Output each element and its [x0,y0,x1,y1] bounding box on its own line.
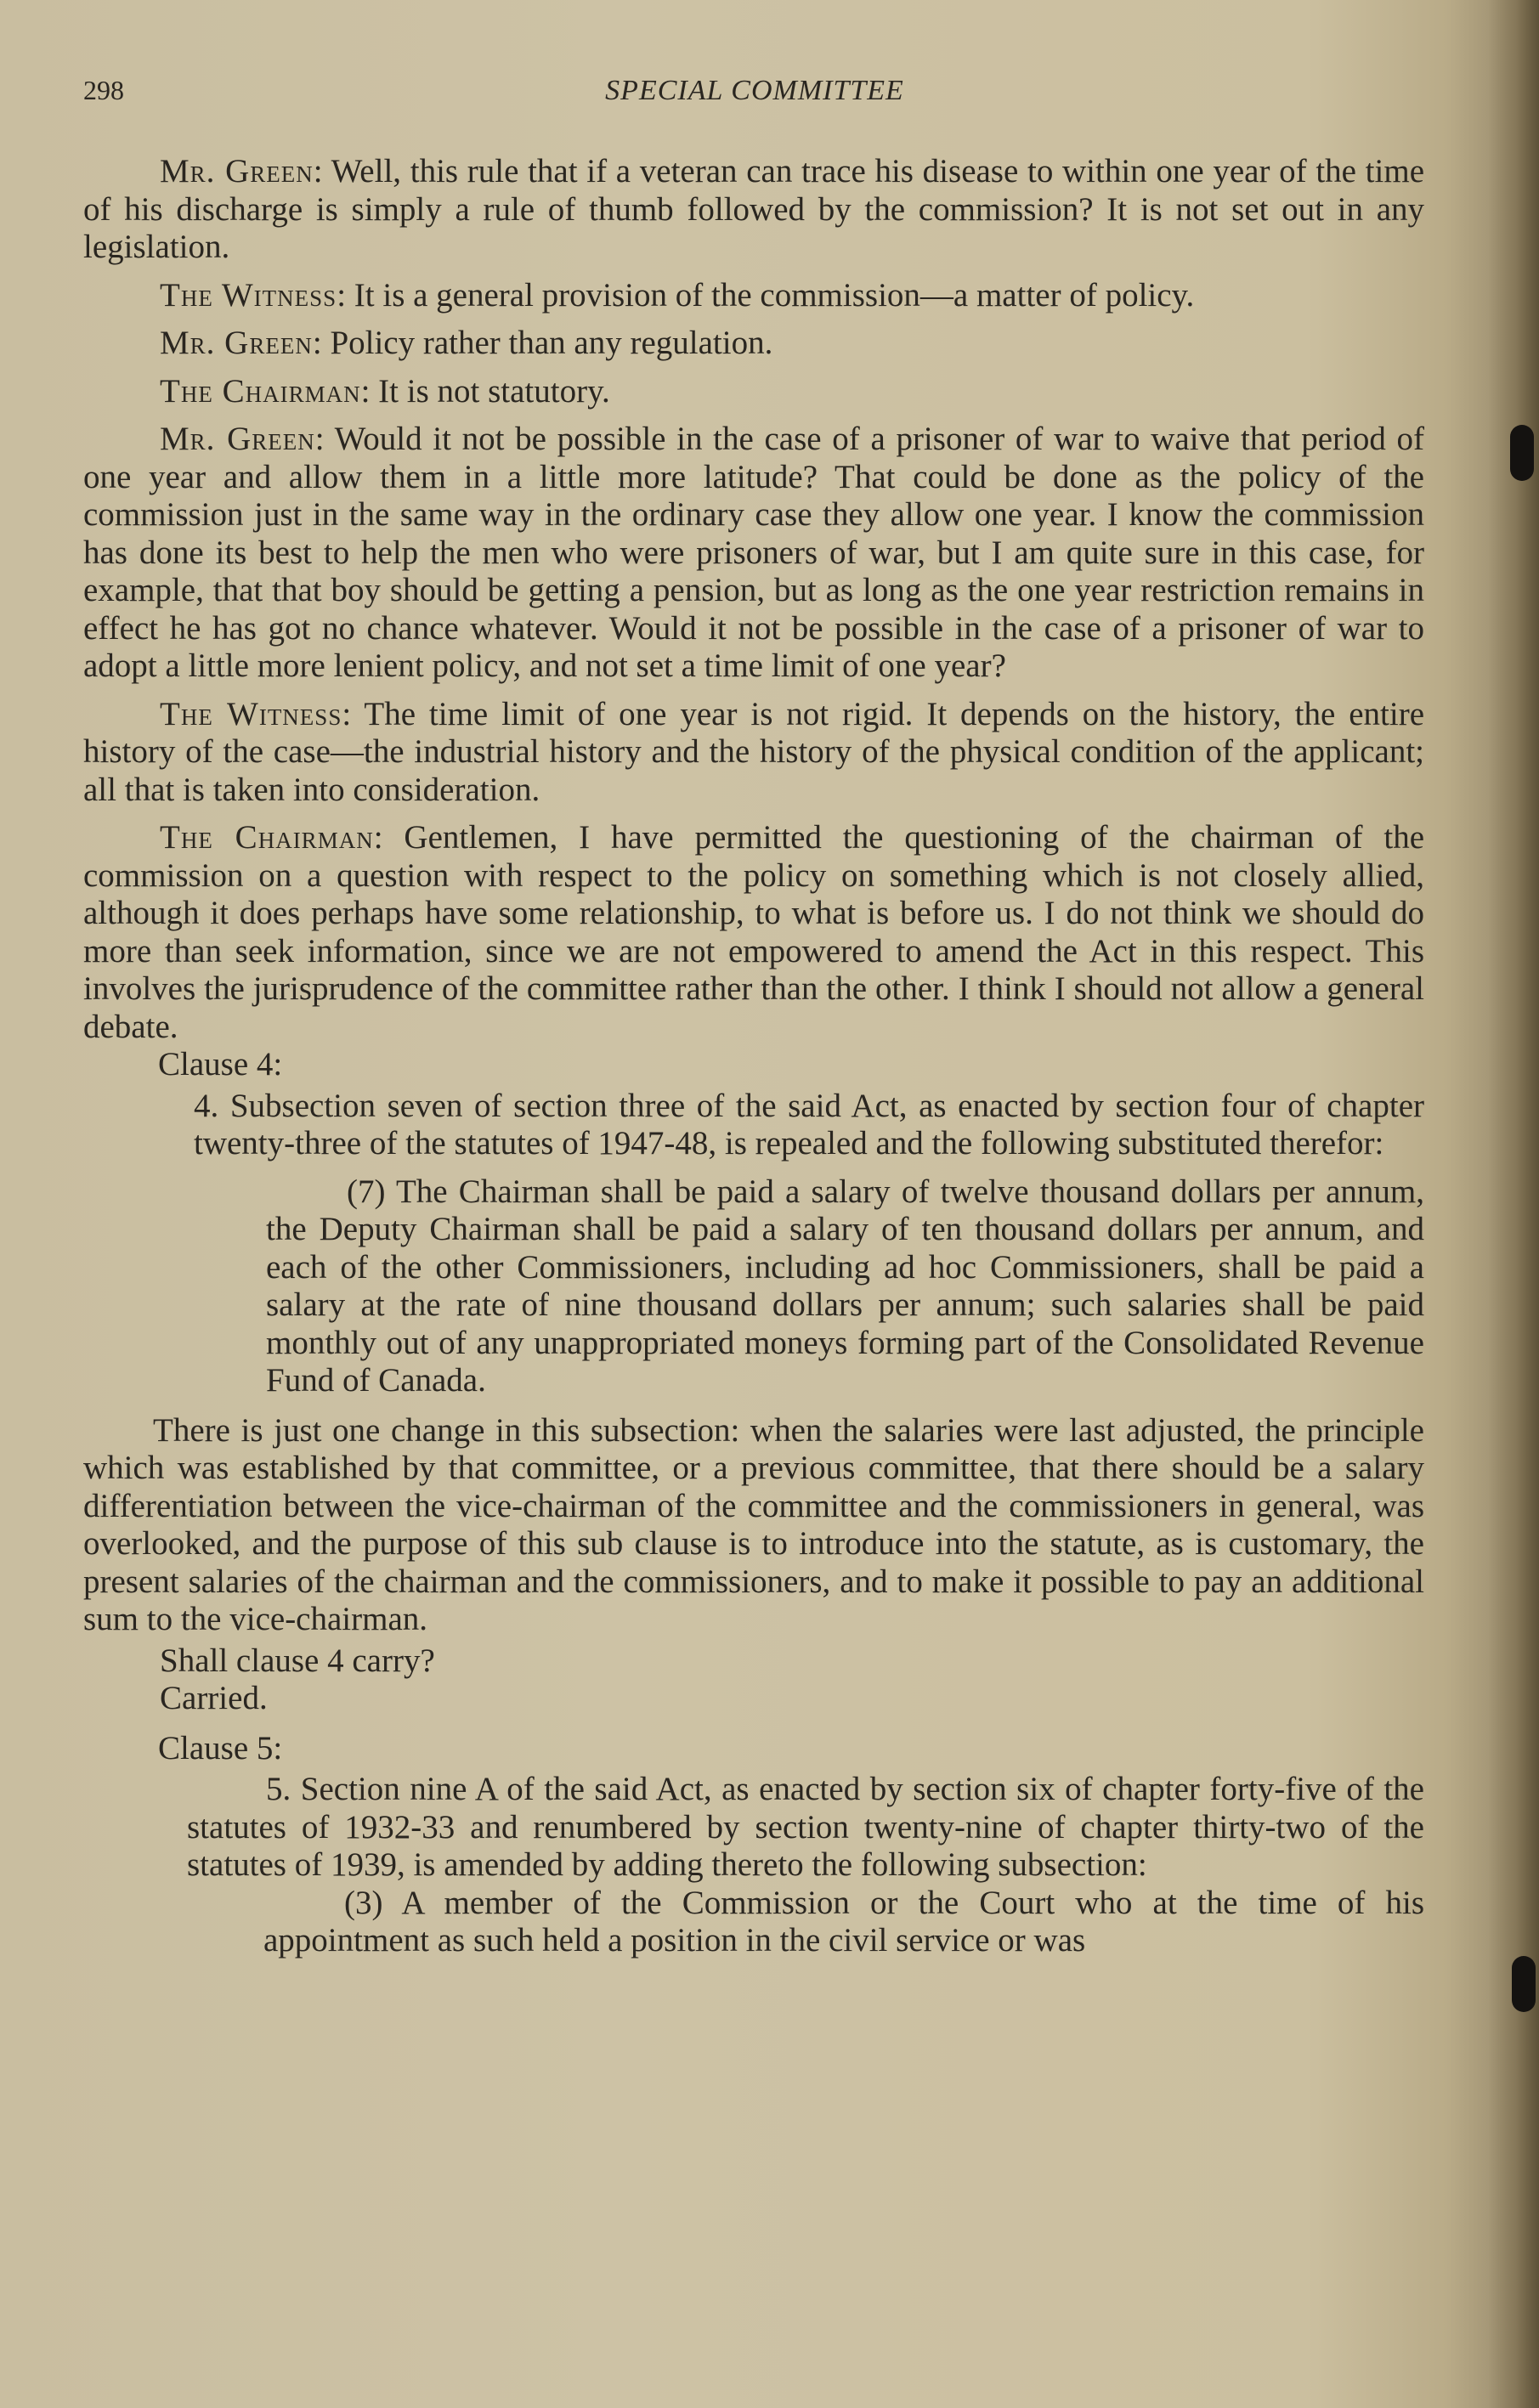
clause-5-heading: Clause 5: [158,1729,283,1766]
clause-4-explanation: There is just one change in this subsection: when the salaries were last adjusted, the principle which was established by that committee, or a previous committee, that there should be a salary differentiation between the vice-chairman of the committee and the commissioners in general, was overlooked, and the purpose of this sub clause is to introduce into the statute, as is customary, the present salaries of the chairman and the commissioners, and to make it possible to pay an additional sum to the vice-chairman. [83,1411,1424,1637]
spacer [83,1718,1424,1730]
paragraph-text: It is not statutory. [378,372,610,410]
running-title: SPECIAL COMMITTEE [605,75,904,106]
clause-4-question: Shall clause 4 carry? [160,1642,435,1679]
speaker: The Chairman [160,819,374,856]
clause-5-text: 5. Section nine A of the said Act, as enacted by section six of chapter forty-five of the statutes of 1932-33 and renumbered by section twenty-nine of chapter thirty-two of the statutes of 1939, is amended by adding thereto the following subsection: [187,1771,1424,1883]
clause-4-subsection: (7) The Chairman shall be paid a salary of twelve thousand dollars per annum, the Deputy Chairman shall be paid a salary of ten thousand dollars per annum, and each of the other Commissioners, including ad hoc Commissioners, shall be paid a salary at the rate of nine thousand dollars per annum; such salaries shall be paid monthly out of any unappropriated moneys forming part of the Consolidated Revenue Fund of Canada. [266,1173,1424,1399]
paragraph: Mr. Green: Policy rather than any regulation. [160,325,773,361]
clause-4-result: Carried. [160,1680,268,1716]
speaker: The Witness [160,695,342,732]
paragraph-text: The time limit of one year is not rigid. It depends on the history, the entire history of the case—the industrial history and the history of the physical condition of the applicant; all that is taken into consideration. [83,695,1425,808]
paragraph: The Witness: It is a general provision of the commission—a matter of policy. [160,276,1195,314]
speaker: Mr. Green [160,325,313,361]
paragraph: The Chairman: Gentlemen, I have permitted the questioning of the chairman of the commission on a question with respect to the policy on something which is not closely allied, although it does perhaps have some relationship, to what is before us. I do not think we should do more than seek information, since we are not empowered to amend the Act in this respect. This involves the jurisprudence of the committee rather than the other. I think I should not allow a general debate. [83,819,1425,1045]
speaker: The Chairman [160,372,361,410]
running-head [83,75,1426,114]
clause-4-text [194,1088,1424,1163]
paragraph: Mr. Green: Would it not be possible in the case of a prisoner of war to waive that period of one year and allow them in a little more latitude? That could be done as the policy of the commission just in the same way in the ordinary case they allow one year. I know the commission has done its best to help the men who were prisoners of war, but I am quite sure in this case, for example, that that boy should be getting a pension, but as long as the one year restriction remains in effect he has got no chance whatever. Would it not be possible in the case of a prisoner of war to adopt a little more lenient policy, and not set a time limit of one year? [83,421,1424,684]
clause-4-heading: Clause 4: [158,1046,283,1082]
clause-5-subsection: (3) A member of the Commission or the Court who at the time of his appointment as such held a position in the civil service or was [263,1884,1424,1959]
page-number: 298 [83,75,124,105]
speaker: Mr. Green [160,421,315,457]
punch-hole-top [1510,425,1534,481]
paragraph: The Chairman: It is not statutory. [160,372,610,410]
page-body [83,153,1424,1960]
paragraph-text: Would it not be possible in the case of a prisoner of war to waive that period of one year and allow them in a little more latitude? That could be done as the policy of the commission just in the same way in the ordinary case they allow one year. I know the commission has done its best to help the men who were prisoners of war, but I am quite sure in this case, for example, that that boy should be getting a pension, but as long as the one year restriction remains in effect he has got no chance whatever. Would it not be possible in the case of a prisoner of war to adopt a little more lenient policy, and not set a time limit of one year? [83,421,1424,684]
speaker: Mr. Green [160,153,314,189]
paragraph: The Witness: The time limit of one year is not rigid. It depends on the history, the entire history of the case—the industrial history and the history of the physical condition of the applicant; all that is taken into consideration. [83,695,1425,808]
paragraph: Mr. Green: Well, this rule that if a veteran can trace his disease to within one year of the time of his discharge is simply a rule of thumb followed by the commission? It is not set out in any legislation. [83,153,1424,265]
paragraph-text: Policy rather than any regulation. [330,325,773,361]
binding-edge [1488,0,1539,2408]
paragraph-text: Well, this rule that if a veteran can trace his disease to within one year of the time of his discharge is simply a rule of thumb followed by the commission? It is not set out in any legislation. [83,153,1424,265]
paragraph-text: It is a general provision of the commission—a matter of policy. [354,276,1195,314]
clause-4-body: 4. Subsection seven of section three of the said Act, as enacted by section four of chapter twenty-three of the statutes of 1947-48, is repealed and the following substituted therefor: [194,1087,1424,1162]
speaker: The Witness [160,276,337,314]
punch-hole-bottom [1512,1956,1536,2012]
paragraph-text: Gentlemen, I have permitted the questioning of the chairman of the commission on a question with respect to the policy on something which is not closely allied, although it does perhaps have some relationship, to what is before us. I do not think we should do more than seek information, since we are not empowered to amend the Act in this respect. This involves the jurisprudence of the committee rather than the other. I think I should not allow a general debate. [83,819,1425,1045]
